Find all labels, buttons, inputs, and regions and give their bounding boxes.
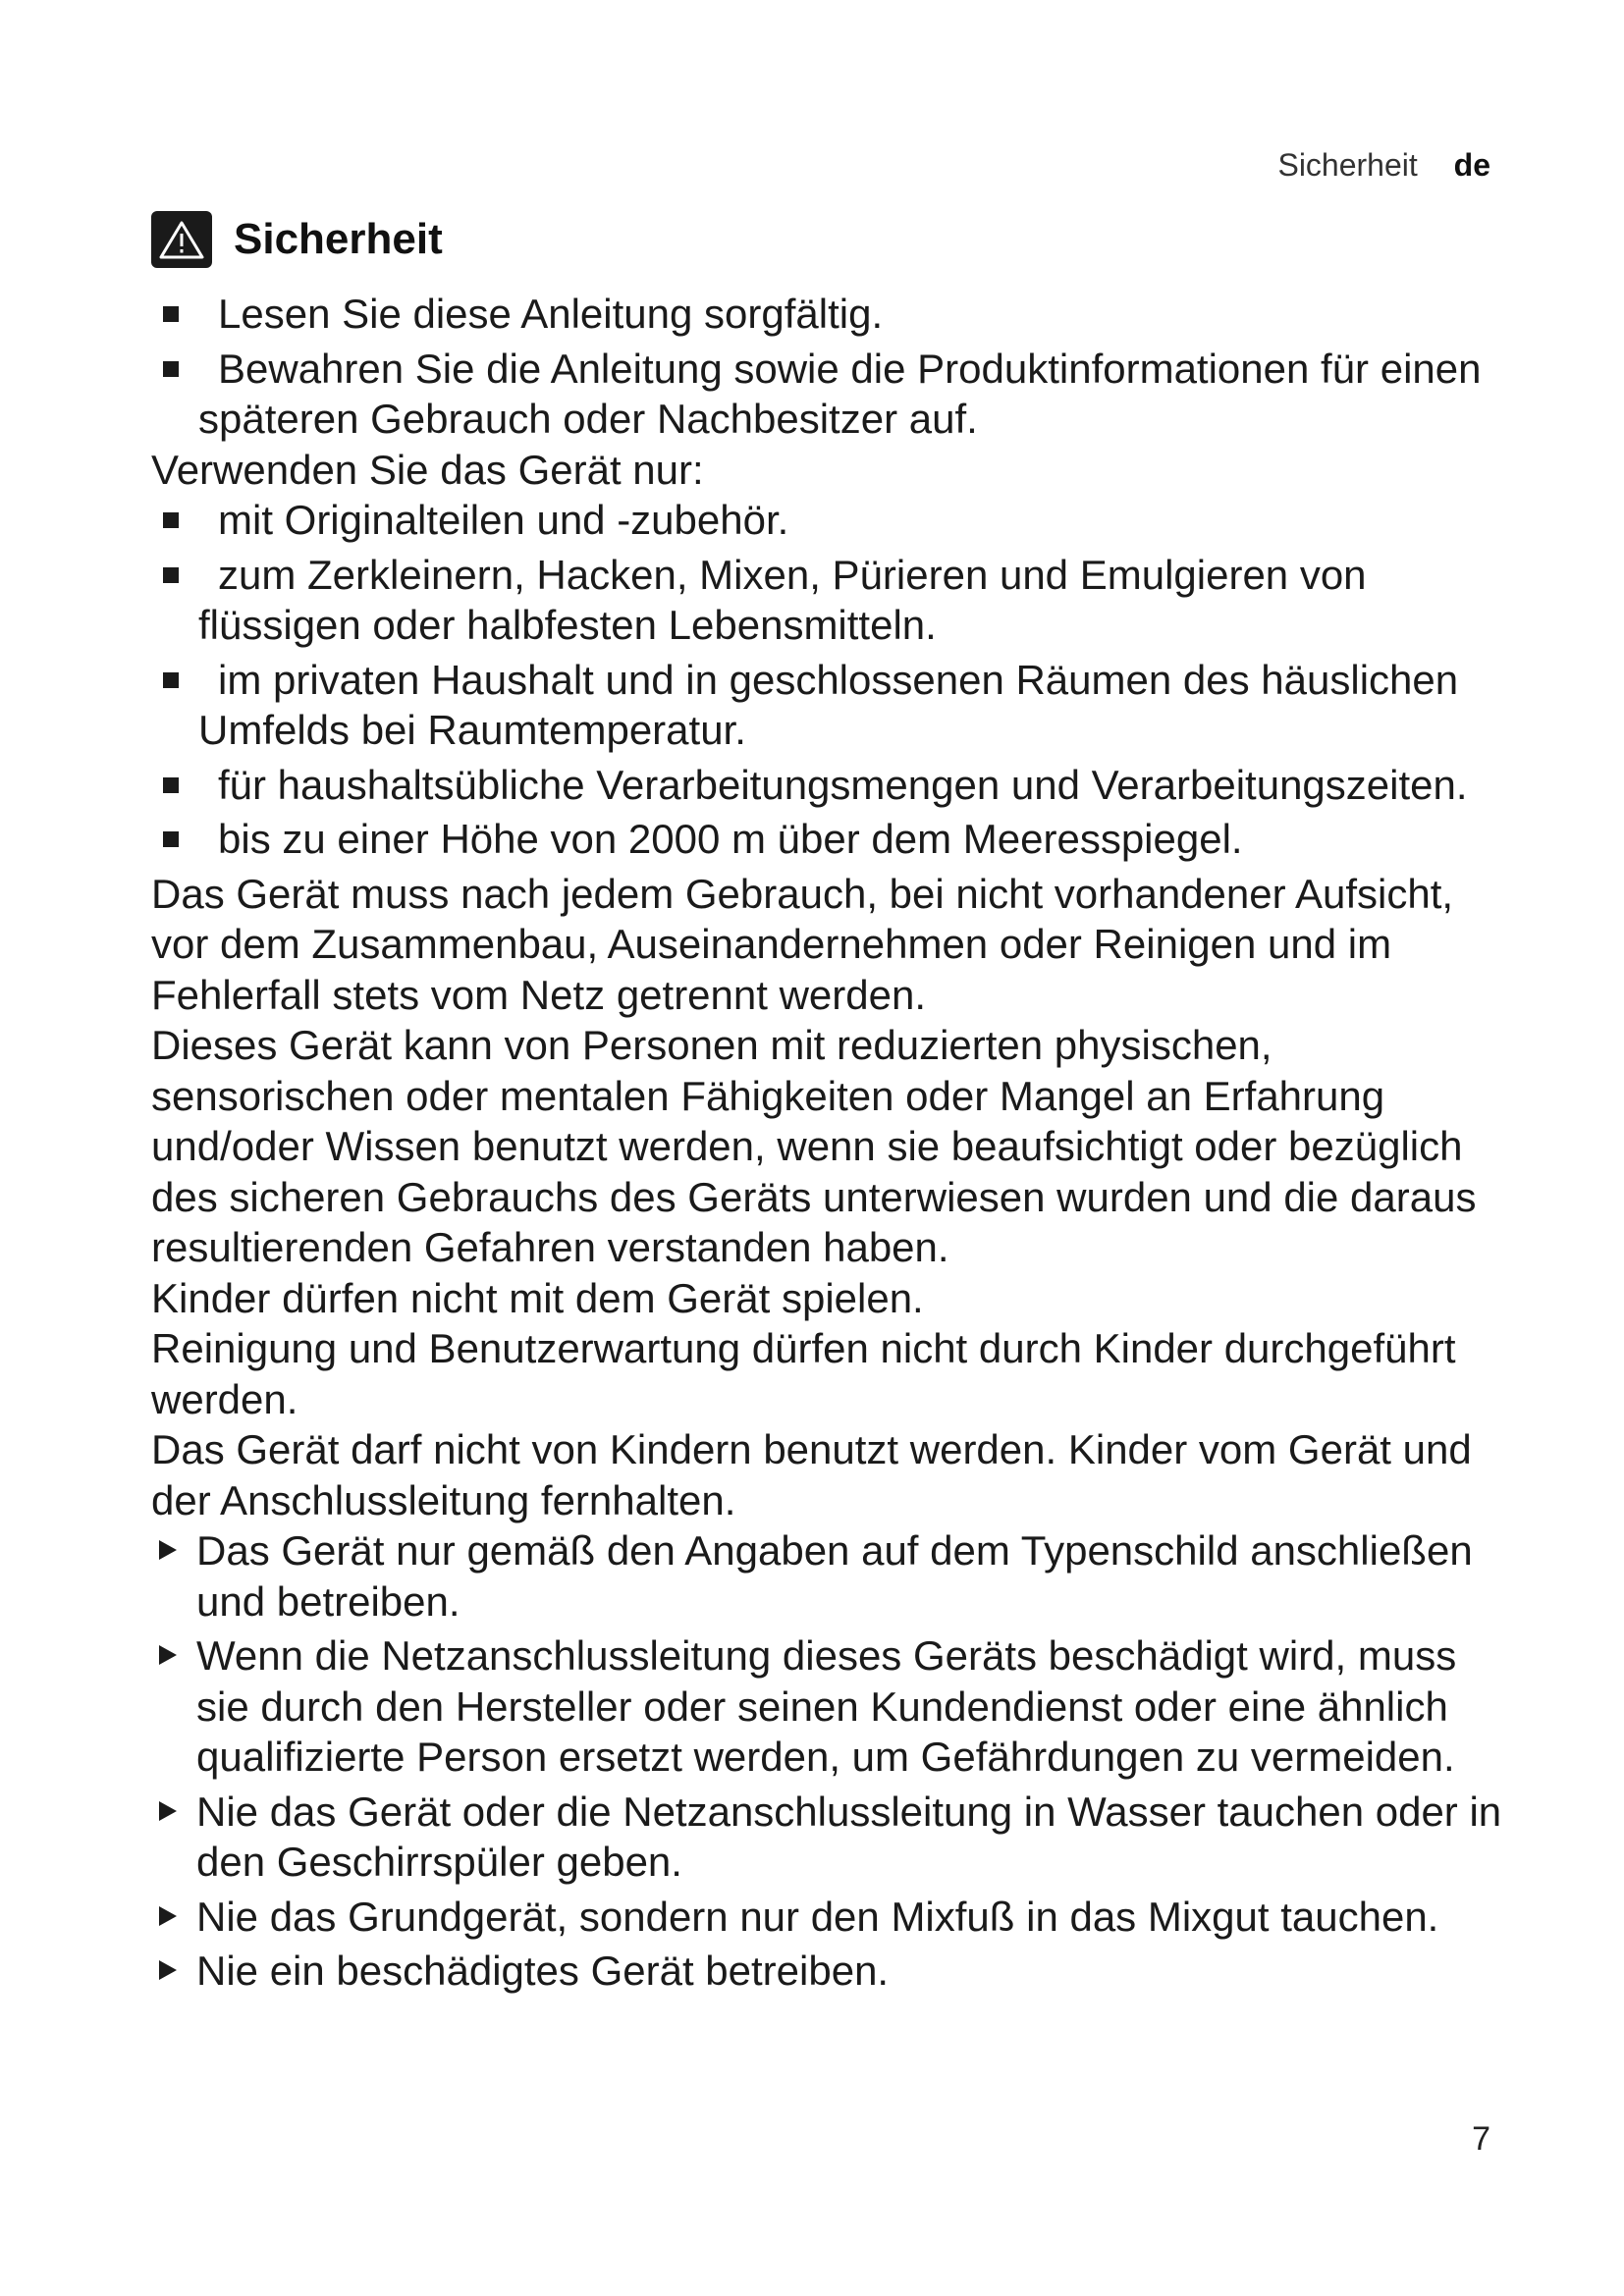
action-item: Das Gerät nur gemäß den Angaben auf dem Typenschild anschließen und betreiben. [151, 1525, 1506, 1627]
header-language: de [1453, 147, 1490, 183]
page-number: 7 [1472, 2120, 1490, 2158]
square-bullet-icon [163, 306, 179, 322]
section-heading [151, 208, 1506, 271]
triangle-arrow-icon [159, 1960, 177, 1980]
paragraph: Kinder dürfen nicht mit dem Gerät spielen. [151, 1274, 924, 1321]
list-item: Lesen Sie diese Anleitung sorgfältig. [151, 289, 1506, 340]
running-header [1277, 147, 1490, 184]
action-item: Nie das Gerät oder die Netzanschlussleitung in Wasser tauchen oder in den Geschirrspüler geben. [151, 1787, 1506, 1888]
page-title: Sicherheit [234, 215, 443, 263]
page-content [151, 208, 1506, 1997]
paragraph: Das Gerät darf nicht von Kindern benutzt werden. Kinder vom Gerät und der Anschlussleitung fernhalten. [151, 1426, 1472, 1523]
square-bullet-icon [163, 777, 179, 793]
paragraph: Das Gerät muss nach jedem Gebrauch, bei nicht vorhandener Aufsicht, vor dem Zusammenbau, Auseinandernehmen oder Reinigen und im Fehlerfall stets vom Netz getrennt werden. [151, 870, 1454, 1018]
header-section: Sicherheit [1277, 147, 1418, 183]
list-item: im privaten Haushalt und in geschlossenen Räumen des häuslichen Umfelds bei Raumtemperatur. [151, 655, 1506, 756]
square-bullet-icon [163, 361, 179, 377]
square-bullet-icon [163, 567, 179, 583]
list-item: bis zu einer Höhe von 2000 m über dem Meeresspiegel. [151, 814, 1506, 865]
square-bullet-icon [163, 831, 179, 847]
paragraph: Dieses Gerät kann von Personen mit reduzierten physischen, sensorischen oder mentalen Fähigkeiten oder Mangel an Erfahrung und/oder Wissen benutzt werden, wenn sie beaufsichtigt oder bezüglich des sicheren Gebrauchs des Geräts unterwiesen wurden und die daraus resultierenden Gefahren verstanden haben. [151, 1022, 1477, 1270]
square-bullet-icon [163, 512, 179, 528]
triangle-arrow-icon [159, 1801, 177, 1821]
list-item: Bewahren Sie die Anleitung sowie die Produktinformationen für einen späteren Gebrauch oder Nachbesitzer auf. [151, 344, 1506, 445]
triangle-arrow-icon [159, 1540, 177, 1560]
triangle-arrow-icon [159, 1906, 177, 1926]
square-bullet-icon [163, 672, 179, 688]
list-item: mit Originalteilen und -zubehör. [151, 495, 1506, 546]
triangle-arrow-icon [159, 1645, 177, 1665]
action-item: Nie das Grundgerät, sondern nur den Mixfuß in das Mixgut tauchen. [151, 1892, 1506, 1943]
paragraph: Reinigung und Benutzerwartung dürfen nicht durch Kinder durchgeführt werden. [151, 1325, 1456, 1422]
use-intro: Verwenden Sie das Gerät nur: [151, 446, 704, 493]
action-item: Nie ein beschädigtes Gerät betreiben. [151, 1946, 1506, 1997]
list-item: für haushaltsübliche Verarbeitungsmengen und Verarbeitungszeiten. [151, 760, 1506, 811]
action-item: Wenn die Netzanschlussleitung dieses Geräts beschädigt wird, muss sie durch den Hersteller oder seinen Kundendienst oder eine ähnlich qualifizierte Person ersetzt werden, um Gefährdungen zu vermeiden. [151, 1630, 1506, 1783]
body-text [151, 289, 1506, 1997]
warning-triangle-icon [151, 211, 212, 268]
list-item: zum Zerkleinern, Hacken, Mixen, Pürieren und Emulgieren von flüssigen oder halbfesten Lebensmitteln. [151, 550, 1506, 651]
